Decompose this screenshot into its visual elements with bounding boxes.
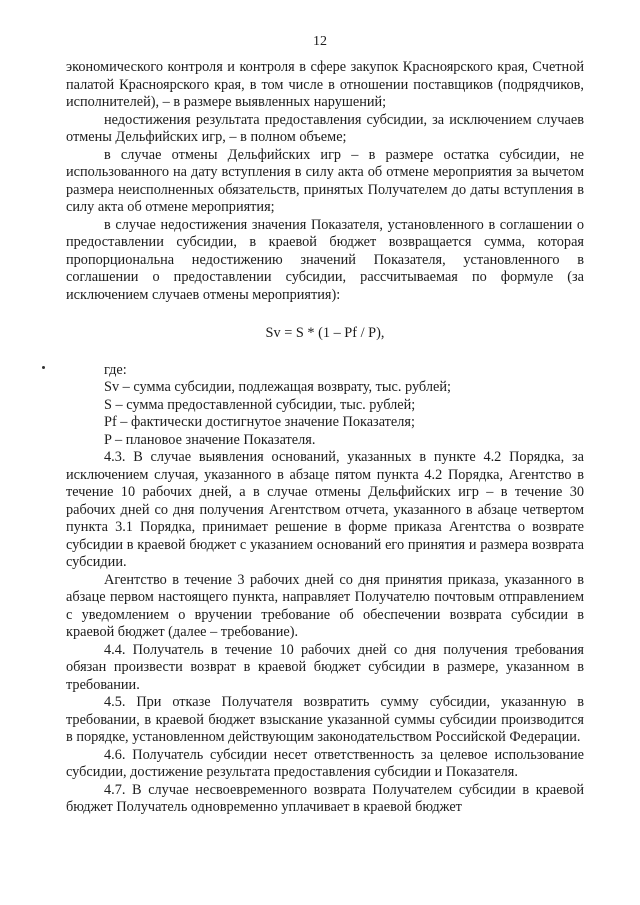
formula: Sv = S * (1 – Pf / P),	[265, 325, 385, 341]
paragraph-continuation: экономического контроля и контроля в сфере закупок Красноярского края, Счетной палатой Красноярского края, в том числе в отношении поставщиков (подрядчиков, исполнителей), – в размере выявленных нарушений;	[66, 59, 584, 110]
paragraph-underachievement: недостижения результата предоставления субсидии, за исключением случаев отмены Дельфийских игр, – в полном объеме;	[66, 111, 584, 145]
section-4-3: 4.3. В случае выявления оснований, указанных в пункте 4.2 Порядка, за исключением случая, указанного в абзаце пятом пункта 4.2 Порядка, Агентство в течение 10 рабочих дней, а в случае отмены Дельфийских игр – в течение 30 рабочих дней со дня получения Агентством отчета, указанного в абзаце четвертом пункта 3.1 Порядка, принимает решение в форме приказа Агентства о возврате субсидии в краевой бюджет с указанием оснований его принятия и размера возврата субсидии.	[66, 449, 584, 570]
section-4-3-notice: Агентство в течение 3 рабочих дней со дня принятия приказа, указанного в абзаце первом настоящего пункта, направляет Получателю почтовым отправлением с уведомлением о вручении требование об обеспечении возврата субсидии в краевой бюджет (далее – требование).	[66, 571, 584, 640]
definition-sv: Sv – сумма субсидии, подлежащая возврату, тыс. рублей;	[104, 379, 451, 395]
paragraph-cancellation: в случае отмены Дельфийских игр – в размере остатка субсидии, не использованного на дату вступления в силу акта об отмене мероприятия за вычетом размера неисполненных обязательств, принятых Получателем до даты вступления в силу акта об отмене мероприятия;	[66, 146, 584, 215]
document-body	[66, 59, 584, 817]
section-4-4: 4.4. Получатель в течение 10 рабочих дней со дня получения требования обязан произвести возврат в краевой бюджет субсидии в размере, указанном в требовании.	[66, 641, 584, 693]
definition-pf: Pf – фактически достигнутое значение Показателя;	[104, 414, 415, 430]
section-4-7: 4.7. В случае несвоевременного возврата Получателем субсидии в краевой бюджет Получатель одновременно уплачивает в краевой бюджет	[66, 781, 584, 815]
definition-p: P – плановое значение Показателя.	[104, 431, 316, 448]
scan-speck	[42, 366, 45, 369]
page-number: 12	[313, 34, 327, 49]
definition-s: S – сумма предоставленной субсидии, тыс. рублей;	[104, 396, 416, 413]
section-4-6: 4.6. Получатель субсидии несет ответственность за целевое использование субсидии, достижение результата предоставления субсидии и Показателя.	[66, 746, 584, 780]
where-label: где:	[104, 361, 127, 378]
paragraph-indicator: в случае недостижения значения Показателя, установленного в соглашении о предоставлении субсидии, в краевой бюджет возвращается сумма, которая пропорциональна недостижению значений Показателя, установленного в соглашении о предоставлении субсидии, рассчитываемая по формуле (за исключением случаев отмены мероприятия):	[66, 216, 584, 303]
section-4-5: 4.5. При отказе Получателя возвратить сумму субсидии, указанную в требовании, в краевой бюджет взыскание указанной суммы субсидии производится в порядке, установленном действующим законодательством Российской Федерации.	[66, 694, 584, 745]
